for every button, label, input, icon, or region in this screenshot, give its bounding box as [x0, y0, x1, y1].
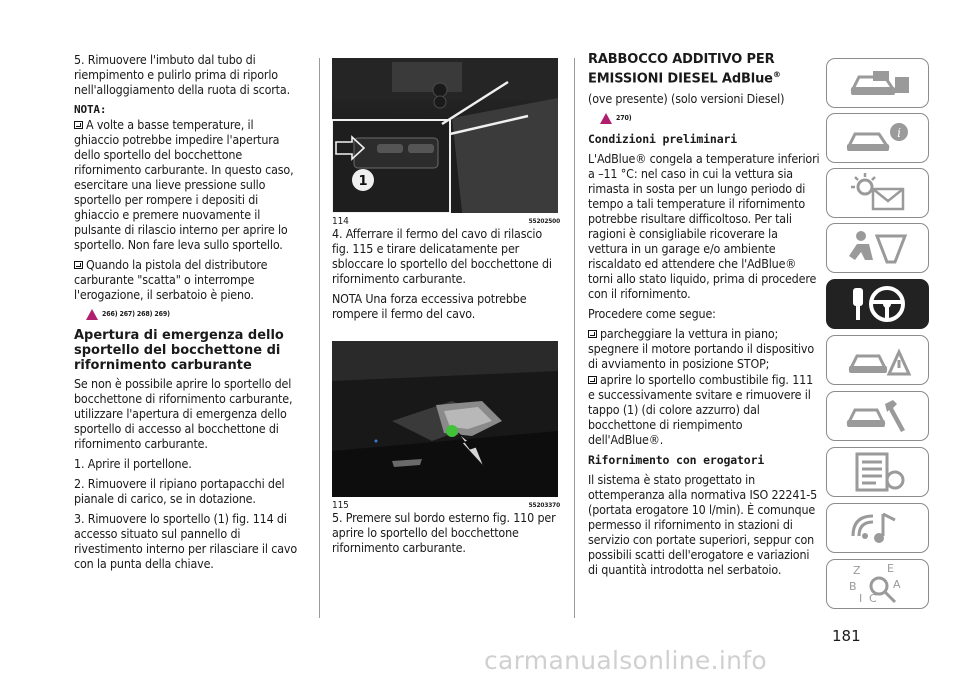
warning-lights-icon [843, 171, 913, 215]
checkbox-bullet-icon [588, 376, 597, 384]
checkbox-bullet-icon [74, 261, 83, 269]
airbag-safety-icon [843, 226, 913, 270]
svg-text:I: I [858, 592, 862, 605]
column-middle [332, 58, 560, 560]
tab-airbag-safety[interactable] [826, 223, 929, 273]
svg-text:E: E [886, 562, 894, 575]
tab-multimedia[interactable] [826, 503, 929, 553]
warning-triangle-icon [86, 309, 98, 320]
checkbox-bullet-icon [588, 330, 597, 338]
figure-115-photo [332, 341, 558, 497]
svg-text:Z: Z [852, 564, 861, 577]
note-1-text: A volte a basse temperature, il ghiaccio potrebbe impedire l'apertura dello sportello del bocchettone rifornimento carburante. In questo caso, esercitare una lieve pressione sullo sportello per rompere i depositi di ghiaccio e premere nuovamente il pulsante di rilascio interno per aprire lo sportello. Non fare leva sullo sportello. [74, 117, 294, 252]
section-heading: Apertura di emergenza dello sportello del bocchettone di rifornimento carburante [74, 328, 284, 373]
svg-text:A: A [892, 578, 901, 591]
figure-114-photo [332, 58, 558, 213]
adblue-heading [588, 52, 820, 86]
callout-1-label: 1 [358, 174, 368, 189]
index-alphabet-icon [843, 562, 913, 606]
adblue-heading-text: RABBOCCO ADDITIVO PER EMISSIONI DIESEL AdBlue [588, 52, 775, 87]
svg-text:B: B [848, 580, 857, 593]
step-5-text: 5. Rimuovere l'imbuto dal tubo di riempimento e pulirlo prima di riporlo nell'alloggiamento della ruota di scorta. [74, 52, 290, 97]
trunk-panel-illustration [332, 58, 558, 213]
step-3-text: 3. Rimuovere lo sportello (1) fig. 114 di accesso situato sul pannello di rivestimento interno per rilasciare il cavo con la punta della chiave. [74, 511, 297, 571]
procedure-1-text: parcheggiare la vettura in piano; spegnere il motore portando il dispositivo di avviamento in posizione STOP; [588, 326, 815, 372]
tab-index[interactable] [826, 559, 929, 609]
car-dashboard-icon [843, 63, 913, 103]
column-left [74, 52, 300, 576]
note-item-2 [74, 257, 300, 302]
maintenance-icon [843, 394, 913, 438]
multimedia-icon [843, 506, 913, 550]
intro-text: Se non è possibile aprire lo sportello del bocchettone di rifornimento carburante, utilizzare l'apertura di emergenza dello sportello di accesso al bocchettone di rifornimento carburante. [74, 376, 293, 451]
figure-115-number: 115 [332, 500, 349, 511]
procedure-2-text: aprire lo sportello combustibile fig. 111 e successivamente svitare e rimuovere il tappo (1) (di colore azzurro) dal bocchettone di riempimento dell'AdBlue®. [588, 372, 814, 448]
warning-ref-text: 270) [616, 114, 632, 123]
page-number: 181 [832, 627, 861, 645]
tab-maintenance[interactable] [826, 391, 929, 441]
watermark: carmanualsonline.info [484, 646, 767, 675]
warning-refs-text: 266) 267) 268) 269) [102, 310, 170, 318]
column-right [588, 52, 820, 582]
conditions-text: L'AdBlue® congela a temperature inferiori a –11 °C: nel caso in cui la vettura sia rimasta in sosta per un lungo periodo di tempo a tali temperature il rifornimento potrebbe risultare difficoltoso. Per tali ragioni è consigliabile ricoverare la vettura in un garage e/o ambiente riscaldato ed attendere che l'AdBlue® torni allo stato liquido, prima di procedere con il rifornimento. [588, 151, 820, 302]
warning-ref [600, 111, 820, 126]
nota-text: NOTA Una forza eccessiva potrebbe rompere il fermo del cavo. [332, 291, 527, 321]
note-label: NOTA: [74, 103, 107, 116]
svg-text:i: i [896, 126, 901, 140]
release-latch-marker [446, 425, 458, 437]
figure-114-code: 55202500 [528, 217, 560, 225]
car-info-icon [843, 118, 913, 158]
warning-refs [86, 307, 300, 322]
procedure-item-1 [588, 326, 820, 371]
adblue-subtitle: (ove presente) (solo versioni Diesel) [588, 91, 785, 107]
figure-115-code: 55203370 [528, 501, 560, 509]
tab-car-dashboard[interactable] [826, 58, 929, 108]
tab-warning-lights[interactable] [826, 168, 929, 218]
step-1-text: 1. Aprire il portellone. [74, 456, 192, 471]
tab-emergency[interactable] [826, 335, 929, 385]
note-item-1 [74, 117, 300, 252]
steering-key-icon [843, 282, 913, 326]
warning-triangle-icon [600, 113, 612, 124]
procedure-intro: Procedere come segue: [588, 306, 716, 322]
step-4-text: 4. Afferrare il fermo del cavo di rilascio fig. 115 e tirare delicatamente per sbloccare lo sportello del bocchettone di rifornimento carburante. [332, 226, 552, 286]
tab-car-info[interactable] [826, 113, 929, 163]
tab-specs-list[interactable] [826, 447, 929, 497]
column-divider [319, 58, 320, 618]
column-divider [574, 58, 575, 618]
svg-text:C: C [868, 592, 877, 605]
tab-steering-key[interactable] [826, 279, 929, 329]
refuel-text: Il sistema è stato progettato in ottemperanza alla normativa ISO 22241-5 (portata erogatore 10 l/min). È comunque permesso il rifornimento in stazioni di servizio con portate superiori, seppur con possibili scatti dell'erogatore e variazioni di quantità introdotta nel serbatoio. [588, 472, 818, 578]
checkbox-bullet-icon [74, 121, 83, 129]
conditions-heading: Condizioni preliminari [588, 132, 738, 147]
emergency-icon [843, 338, 913, 382]
cable-release-illustration [332, 341, 558, 497]
specs-list-icon [843, 450, 913, 494]
refuel-heading: Rifornimento con erogatori [588, 453, 765, 468]
step-2-text: 2. Rimuovere il ripiano portapacchi del pianale di carico, se in dotazione. [74, 476, 285, 506]
figure-114-number: 114 [332, 216, 349, 227]
step-5b-text: 5. Premere sul bordo esterno fig. 110 per aprire lo sportello del bocchettone rifornimento carburante. [332, 510, 556, 555]
procedure-item-2 [588, 372, 820, 447]
note-2-text: Quando la pistola del distributore carburante "scatta" o interrompe l'erogazione, il serbatoio è pieno. [74, 257, 268, 302]
registered-mark: ® [772, 70, 781, 79]
